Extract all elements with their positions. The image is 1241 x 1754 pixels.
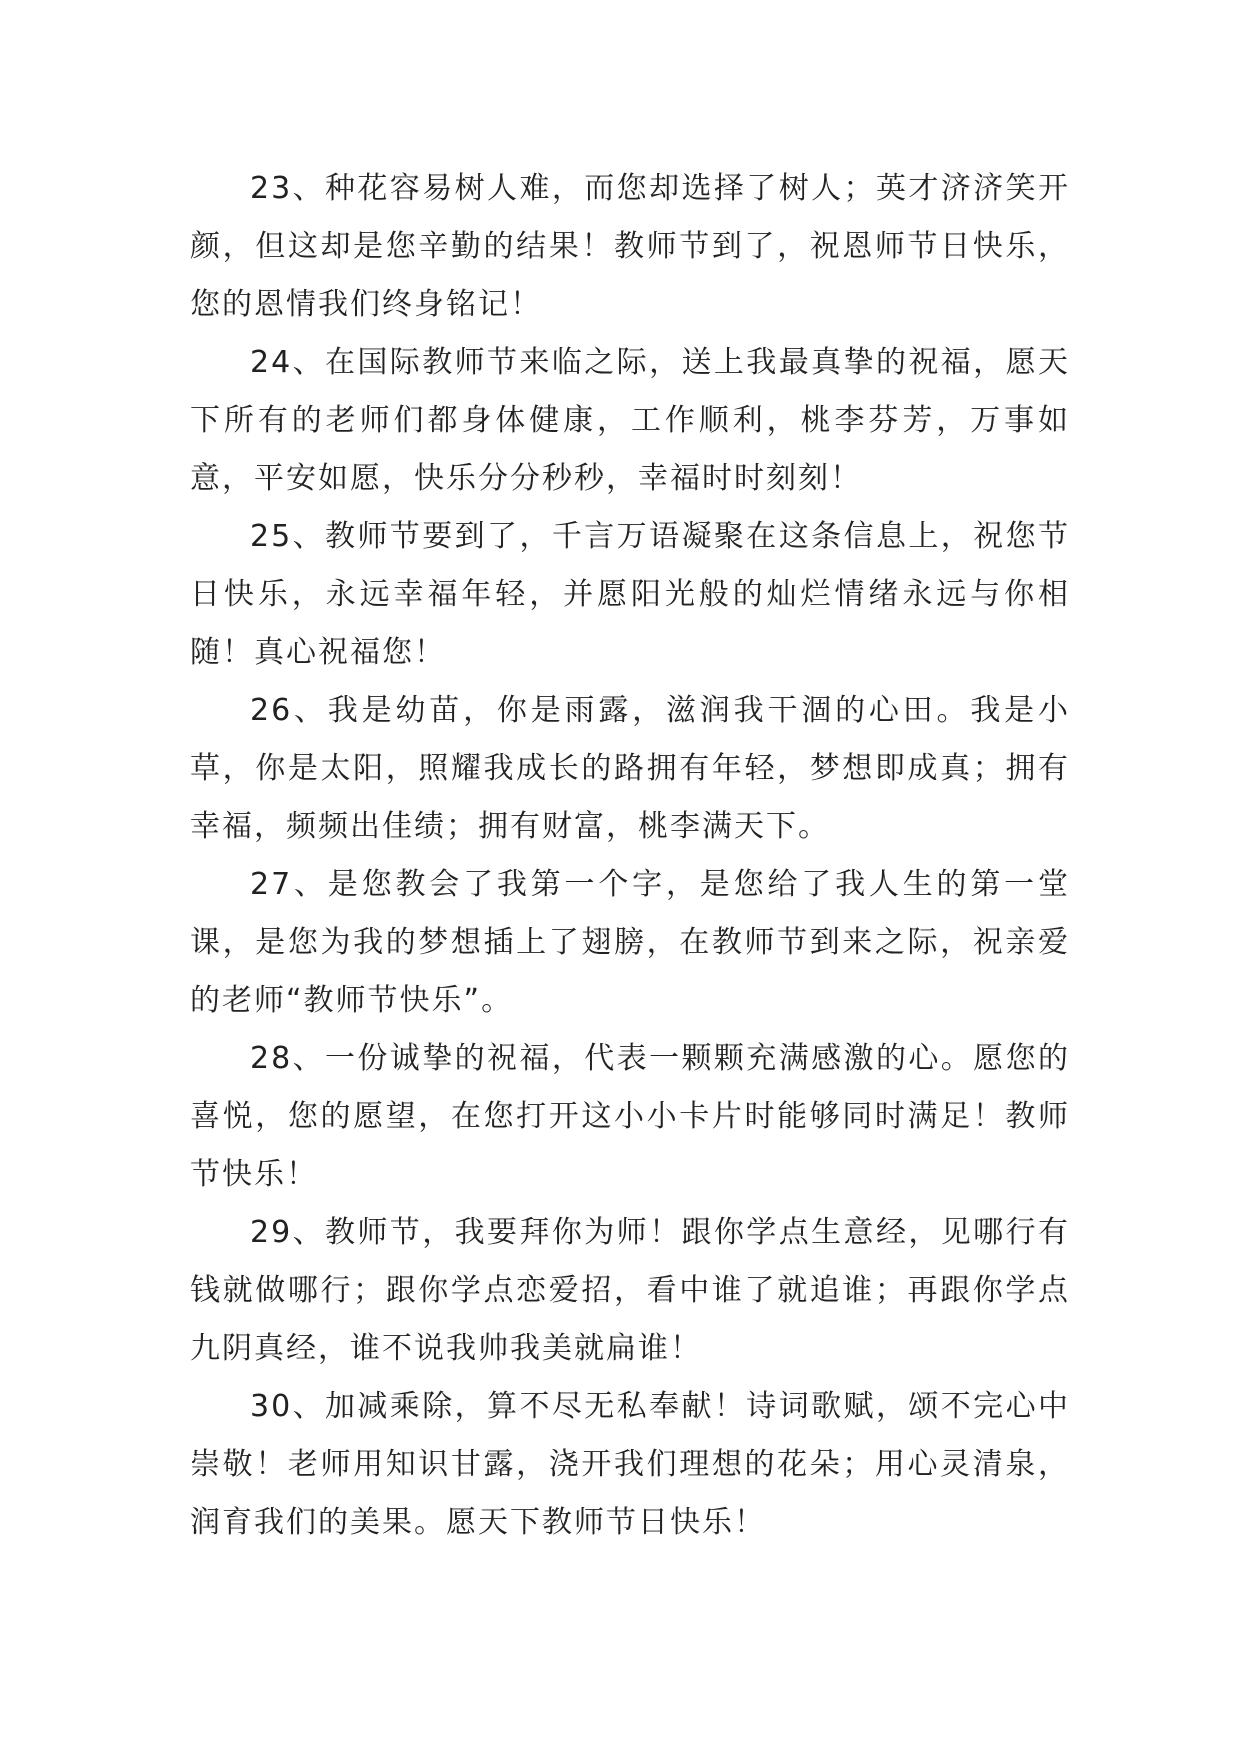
paragraph-27: 27、是您教会了我第一个字，是您给了我人生的第一堂课，是您为我的梦想插上了翅膀，在教师节到来之际，祝亲爱的老师“教师节快乐”。 xyxy=(190,867,1070,1018)
paragraph-30: 30、加减乘除，算不尽无私奉献！诗词歌赋，颂不完心中崇敬！老师用知识甘露，浇开我们理想的花朵；用心灵清泉，润育我们的美果。愿天下教师节日快乐！ xyxy=(190,1389,1070,1540)
paragraph-24: 24、在国际教师节来临之际，送上我最真挚的祝福，愿天下所有的老师们都身体健康，工作顺利，桃李芬芳，万事如意，平安如愿，快乐分分秒秒，幸福时时刻刻！ xyxy=(190,345,1070,496)
paragraph-28: 28、一份诚挚的祝福，代表一颗颗充满感激的心。愿您的喜悦，您的愿望，在您打开这小小卡片时能够同时满足！教师节快乐！ xyxy=(190,1041,1070,1192)
paragraph-25: 25、教师节要到了，千言万语凝聚在这条信息上，祝您节日快乐，永远幸福年轻，并愿阳光般的灿烂情绪永远与你相随！真心祝福您！ xyxy=(190,519,1070,670)
paragraph-23: 23、种花容易树人难，而您却选择了树人；英才济济笑开颜，但这却是您辛勤的结果！教师节到了，祝恩师节日快乐，您的恩情我们终身铭记！ xyxy=(190,171,1070,322)
paragraph-26: 26、我是幼苗，你是雨露，滋润我干涸的心田。我是小草，你是太阳，照耀我成长的路拥有年轻，梦想即成真；拥有幸福，频频出佳绩；拥有财富，桃李满天下。 xyxy=(190,693,1070,844)
paragraph-29: 29、教师节，我要拜你为师！跟你学点生意经，见哪行有钱就做哪行；跟你学点恋爱招，看中谁了就追谁；再跟你学点九阴真经，谁不说我帅我美就扁谁！ xyxy=(190,1215,1070,1366)
document-body xyxy=(190,160,1070,1552)
